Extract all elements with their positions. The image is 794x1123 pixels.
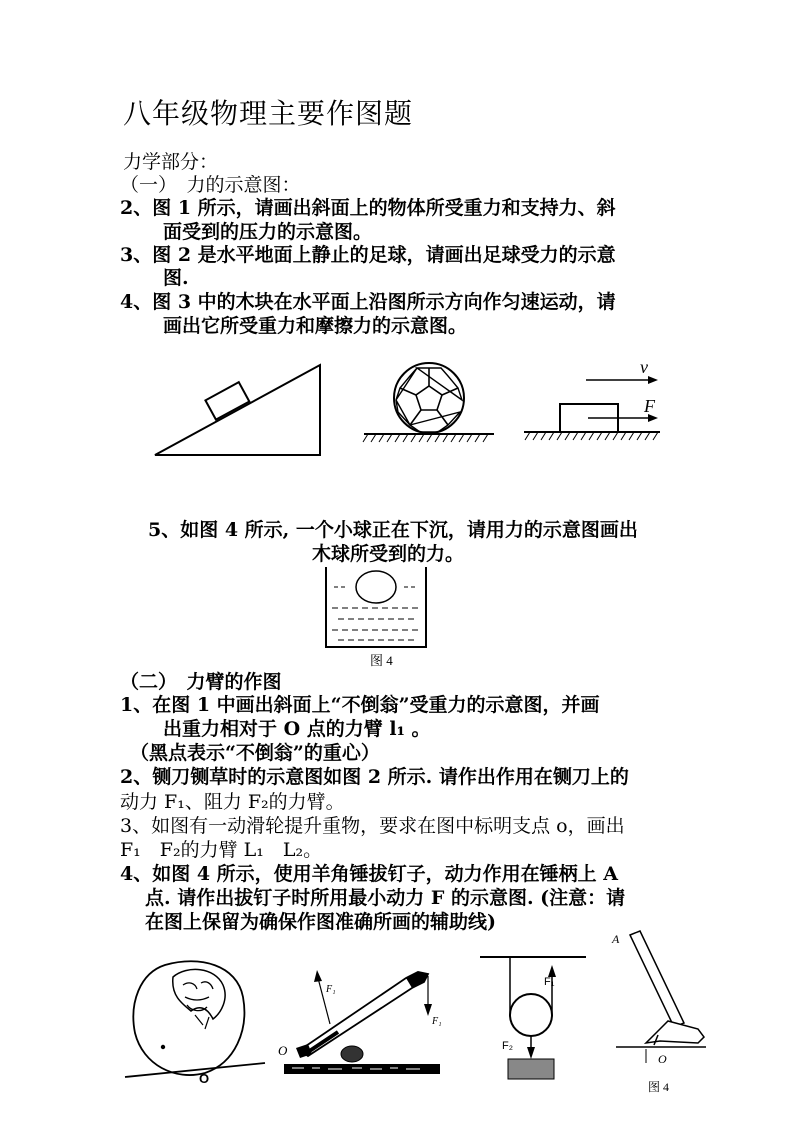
- s2-q2-line1: 2、铡刀铡草时的示意图如图 2 所示. 请作出作用在铡刀上的: [120, 766, 629, 788]
- f1-label-upper: F₁: [326, 984, 336, 995]
- s1-q5-line1: 5、如图 4 所示, 一个小球正在下沉，请用力的示意图画出: [148, 519, 638, 541]
- s2-q1-note: （黑点表示“不倒翁”的重心）: [130, 742, 380, 764]
- sinking-ball-figure: [320, 565, 432, 670]
- s1-q3-line1: 3、图 2 是水平地面上静止的足球，请画出足球受力的示意: [120, 244, 616, 266]
- hammer-fig-caption: 图 4: [648, 1080, 670, 1094]
- s1-q2-line1: 2、图 1 所示，请画出斜面上的物体所受重力和支持力、斜: [120, 197, 616, 219]
- section2-heading: （二） 力臂的作图: [120, 671, 282, 693]
- s2-q2-line2: 动力 F₁、阻力 F₂的力臂。: [120, 791, 345, 813]
- fodder-cutter-figure: [278, 962, 448, 1087]
- s2-q4-line2: 点. 请作出拔钉子时所用最小动力 F 的示意图. (注意：请: [145, 887, 626, 909]
- football-figure: [362, 362, 497, 452]
- page-title: 八年级物理主要作图题: [123, 97, 414, 130]
- pivot-o-label: O: [199, 1071, 210, 1086]
- f1-label-right: F₁: [432, 1016, 442, 1027]
- pivot-o-label-2: O: [278, 1043, 288, 1058]
- velocity-label: v: [640, 357, 648, 377]
- force-label: F: [644, 396, 655, 416]
- pulley-f1-label: F₁: [544, 976, 555, 988]
- claw-hammer-figure: [606, 925, 716, 1100]
- point-a-label: A: [612, 932, 620, 946]
- mechanics-heading: 力学部分：: [123, 151, 219, 173]
- s2-q4-line3: 在图上保留为确保作图准确所画的辅助线): [145, 911, 496, 933]
- s1-q4-line2: 画出它所受重力和摩擦力的示意图。: [163, 315, 468, 337]
- sliding-block-figure: [520, 358, 670, 448]
- s2-q1-line1: 1、在图 1 中画出斜面上“不倒翁”受重力的示意图，并画: [120, 694, 600, 716]
- s2-q3-line1: 3、如图有一动滑轮提升重物，要求在图中标明支点 o，画出: [120, 815, 625, 837]
- s2-q4-line1: 4、如图 4 所示，使用羊角锤拔钉子，动力作用在锤柄上 A: [120, 863, 619, 885]
- section1-heading: （一） 力的示意图：: [120, 174, 301, 196]
- tumbler-figure: [125, 955, 265, 1090]
- fig4-caption: 图 4: [370, 653, 393, 668]
- pulley-f2-label: F₂: [502, 1040, 513, 1052]
- s2-q3-line2: F₁ F₂的力臂 L₁ L₂。: [120, 839, 323, 861]
- fulcrum-o-label: O: [658, 1052, 667, 1066]
- s1-q2-line2: 面受到的压力的示意图。: [163, 221, 373, 243]
- s1-q4-line1: 4、图 3 中的木块在水平面上沿图所示方向作匀速运动，请: [120, 291, 616, 313]
- incline-figure: [150, 360, 330, 460]
- s1-q5-line2: 木球所受到的力。: [312, 543, 465, 565]
- pulley-figure: [478, 955, 588, 1085]
- s1-q3-line2: 图.: [163, 267, 189, 289]
- s2-q1-line2: 出重力相对于 O 点的力臂 l₁ 。: [163, 718, 431, 740]
